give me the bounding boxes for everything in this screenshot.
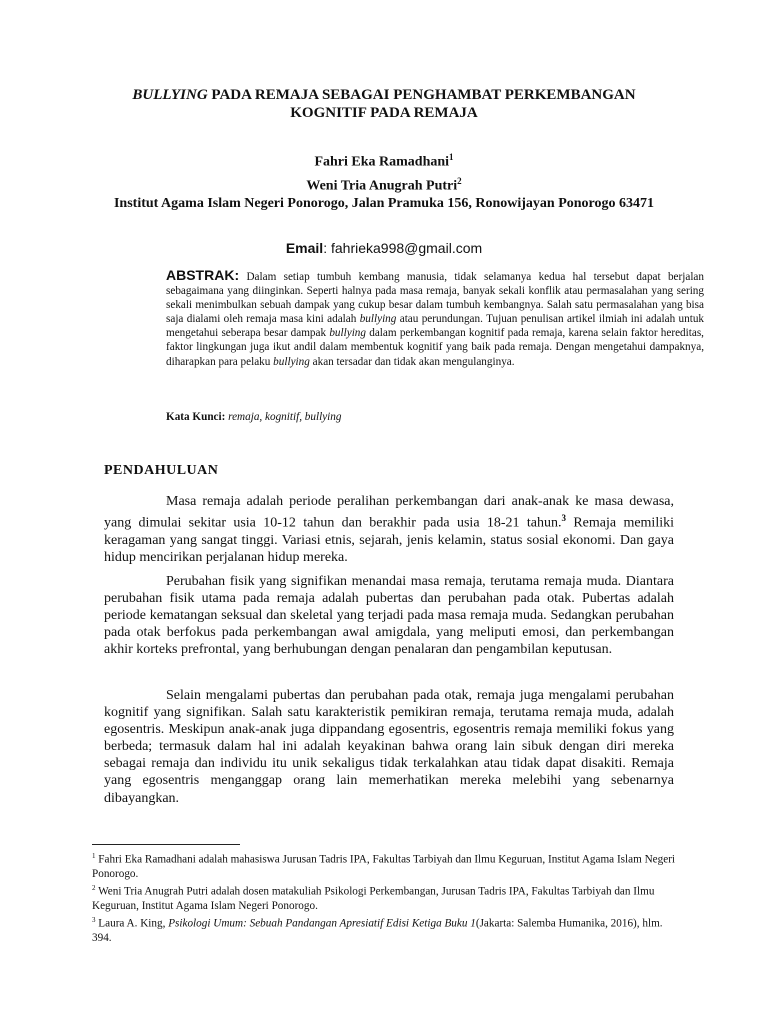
email-address: fahrieka998@gmail.com (330, 240, 483, 256)
footnote-divider (92, 844, 240, 845)
body-paragraph-1 (104, 493, 674, 566)
body-paragraph-3 (104, 687, 674, 807)
author-2-name: Weni Tria Anugrah Putri (306, 178, 458, 194)
abstract-em-1: bullying (359, 313, 397, 326)
abstract-text-2: atau perundungan. Tujuan penulisan artikel ilmiah ini adalah untuk mengetahui seberapa besar dampak (166, 313, 705, 340)
keywords (166, 411, 341, 423)
footnote-1-text: Fahri Eka Ramadhani adalah mahasiswa Jurusan Tadris IPA, Fakultas Tarbiyah dan Ilmu Keguruan, Institut Agama Islam Negeri Ponorogo. (92, 853, 676, 880)
abstract-text-1: Dalam setiap tumbuh kembang manusia, tidak selamanya kedua hal tersebut dapat berjalan sebagaimana yang diinginkan. Seperti halnya pada masa remaja, banyak sekali konflik atau permasalahan yang sering sekali menimbulkan sebuah dampak yang cukup besar dalam tumbuh kembangnya. Salah satu permasalahan yang bisa saja dialami oleh remaja masa kini adalah (166, 271, 704, 326)
author-list (0, 148, 768, 195)
email-label: Email (285, 240, 324, 256)
footnote-2 (92, 881, 682, 913)
abstract-text-3: dalam perkembangan kognitif pada remaja, karena selain faktor hereditas, faktor lingkungan juga ikut andil dalam membentuk kognitif yang baik pada remaja. Dengan mengetahui dampaknya, diharapkan para pelaku (166, 327, 704, 368)
paragraph-1-citation: 3 (561, 513, 566, 524)
abstract-em-3: bullying (273, 355, 310, 368)
keywords-label: Kata Kunci: (166, 411, 226, 423)
keywords-value: remaja, kognitif, bullying (225, 411, 342, 423)
abstract-em-2: bullying (329, 327, 366, 340)
footnote-3-text-b: (Jakarta: Salemba Humanika, 2016), hlm. 394. (92, 918, 663, 945)
footnote-1 (92, 849, 682, 881)
footnote-3-book-title: Psikologi Umum: Sebuah Pandangan Apresiatif Edisi Ketiga Buku 1 (168, 918, 476, 931)
author-1 (0, 148, 768, 172)
section-title: PENDAHULUAN (104, 463, 219, 478)
abstract-heading: ABSTRAK: (166, 267, 240, 283)
paragraph-1-text-b: Remaja memiliki keragaman yang sangat tinggi. Variasi etnis, sejarah, jenis kelamin, status sosial ekonomi. Dan gaya hidup mencirikan perjalanan hidup mereka. (104, 515, 674, 565)
footnote-3-marker: 3 (92, 916, 96, 925)
abstract-text-4: akan tersadar dan tidak akan mengulanginya. (309, 355, 515, 368)
footnote-2-marker: 2 (92, 884, 96, 893)
footnote-3 (92, 913, 682, 945)
paper-title (110, 86, 658, 122)
email-line (0, 240, 768, 256)
paragraph-3-text: Selain mengalami pubertas dan perubahan pada otak, remaja juga mengalami perubahan kognitif yang signifikan. Salah satu karakteristik pemikiran remaja, terutama remaja muda, adalah egosentris. Meskipun anak-anak juga dippandang egosentris, egosentris remaja memiliki fokus yang berbeda; termasuk dalam hal ini adalah keyakinan bahwa orang lain sibuk dengan diri mereka sebagai remaja dan individu itu unik sekaligus tidak terkalahkan atau tidak dapat disakiti. Remaja yang egosentris menganggap orang lain memerhatikan mereka melebihi yang sebenarnya dibayangkan. (104, 688, 674, 806)
author-1-name: Fahri Eka Ramadhani (314, 154, 450, 170)
abstract (166, 268, 704, 369)
affiliation: Institut Agama Islam Negeri Ponorogo, Jalan Pramuka 156, Ronowijayan Ponorogo 63471 (113, 196, 655, 211)
author-2 (0, 172, 768, 196)
author-2-sup: 2 (457, 175, 462, 186)
footnote-1-marker: 1 (92, 852, 96, 860)
paragraph-1-text-a: Masa remaja adalah periode peralihan perkembangan dari anak-anak ke masa dewasa, yang dimulai sekitar usia 10-12 tahun dan berakhir pada usia 18-21 tahun. (104, 494, 674, 531)
email-separator: : (323, 240, 331, 256)
footnote-2-text: Weni Tria Anugrah Putri adalah dosen matakuliah Psikologi Perkembangan, Jurusan Tadris IPA, Fakultas Tarbiyah dan Ilmu Keguruan, Institut Agama Islam Negeri Ponorogo. (92, 885, 655, 913)
footnote-3-text-a: Laura A. King, (95, 918, 169, 931)
author-1-sup: 1 (449, 152, 454, 162)
title-text: PADA REMAJA SEBAGAI PENGHAMBAT PERKEMBANGAN KOGNITIF PADA REMAJA (207, 87, 636, 121)
paragraph-2-text: Perubahan fisik yang signifikan menandai masa remaja, terutama remaja muda. Diantara perubahan fisik utama pada remaja adalah pubertas dan perubahan pada otak. Pubertas adalah periode kematangan seksual dan skeletal yang terjadi pada masa remaja muda. Sedangkan perubahan pada otak berfokus pada perkembangan awal amigdala, yang meliputi emosi, dan perkembangan akhir korteks prefrontal, yang berhubungan dengan penalaran dan pengambilan keputusan. (104, 574, 674, 658)
body-paragraph-2 (104, 573, 674, 658)
title-italic-word: BULLYING (132, 87, 208, 103)
footnotes (92, 849, 682, 945)
